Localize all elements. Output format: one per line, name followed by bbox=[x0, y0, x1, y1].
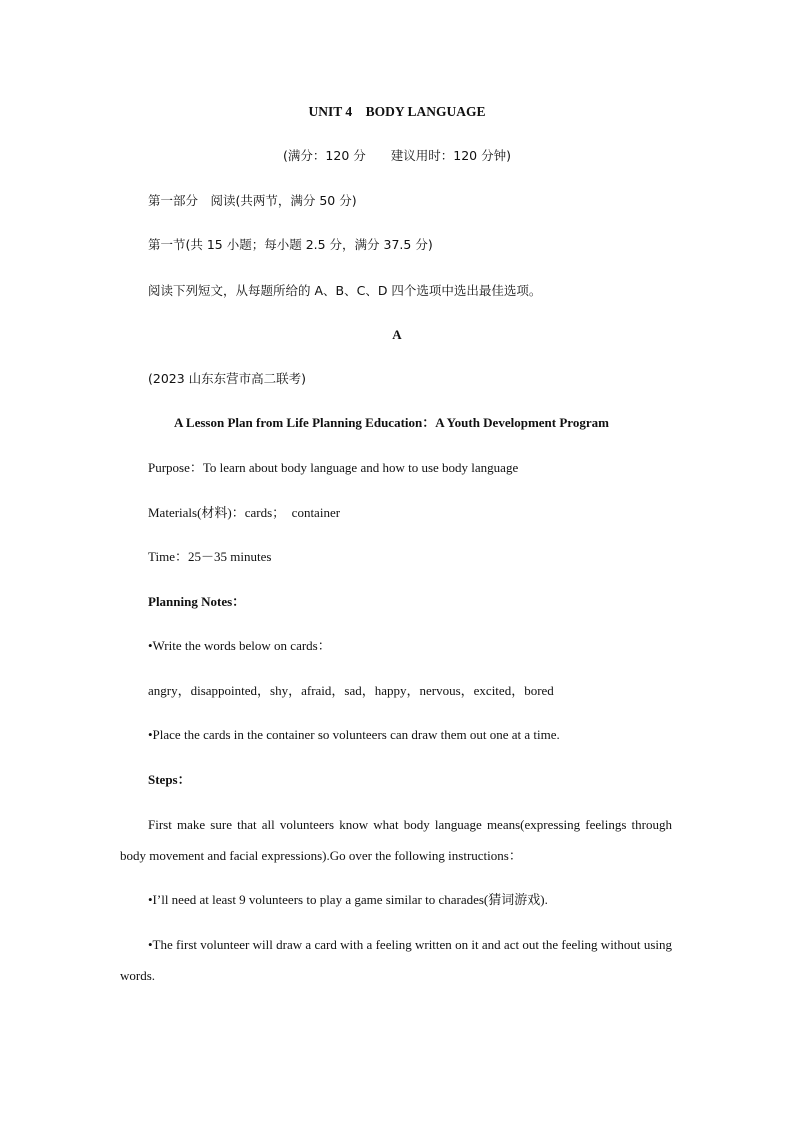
section-one-heading: 第一节(共 15 小题；每小题 2.5 分，满分 37.5 分) bbox=[148, 237, 433, 252]
passage-title: A Lesson Plan from Life Planning Education：A Youth Development Program bbox=[174, 415, 609, 430]
purpose-line: Purpose：To learn about body language and how to use body language bbox=[148, 460, 519, 475]
passage-letter: A bbox=[392, 327, 402, 342]
part-one-heading: 第一部分 阅读(共两节，满分 50 分) bbox=[148, 193, 357, 208]
score-line: (满分：120 分 建议用时：120 分钟) bbox=[283, 148, 511, 163]
planning-notes-heading: Planning Notes： bbox=[148, 594, 246, 609]
steps-heading: Steps： bbox=[148, 772, 191, 787]
steps-paragraph: First make sure that all volunteers know what body language means(expressing feelings through body movement and facial expressions).Go over the following instructions： bbox=[120, 817, 672, 863]
materials-line: Materials(材料)：cards； container bbox=[148, 505, 341, 520]
unit-title: UNIT 4 BODY LANGUAGE bbox=[308, 104, 486, 119]
note-place-cards: •Place the cards in the container so volunteers can draw them out one at a time. bbox=[148, 727, 560, 742]
note-write-words: •Write the words below on cards： bbox=[148, 638, 331, 653]
step-bullet-first-volunteer: •The first volunteer will draw a card with a feeling written on it and act out the feeling without using words. bbox=[120, 937, 672, 983]
time-line: Time：25－35 minutes bbox=[148, 549, 272, 564]
step-bullet-volunteers: •I’ll need at least 9 volunteers to play a game similar to charades(猜词游戏). bbox=[148, 892, 548, 907]
feeling-words-list: angry，disappointed，shy，afraid，sad，happy，nervous，excited，bored bbox=[148, 683, 554, 698]
instruction-text: 阅读下列短文，从每题所给的 A、B、C、D 四个选项中选出最佳选项。 bbox=[148, 283, 542, 298]
passage-source: (2023 山东东营市高二联考) bbox=[148, 371, 307, 386]
